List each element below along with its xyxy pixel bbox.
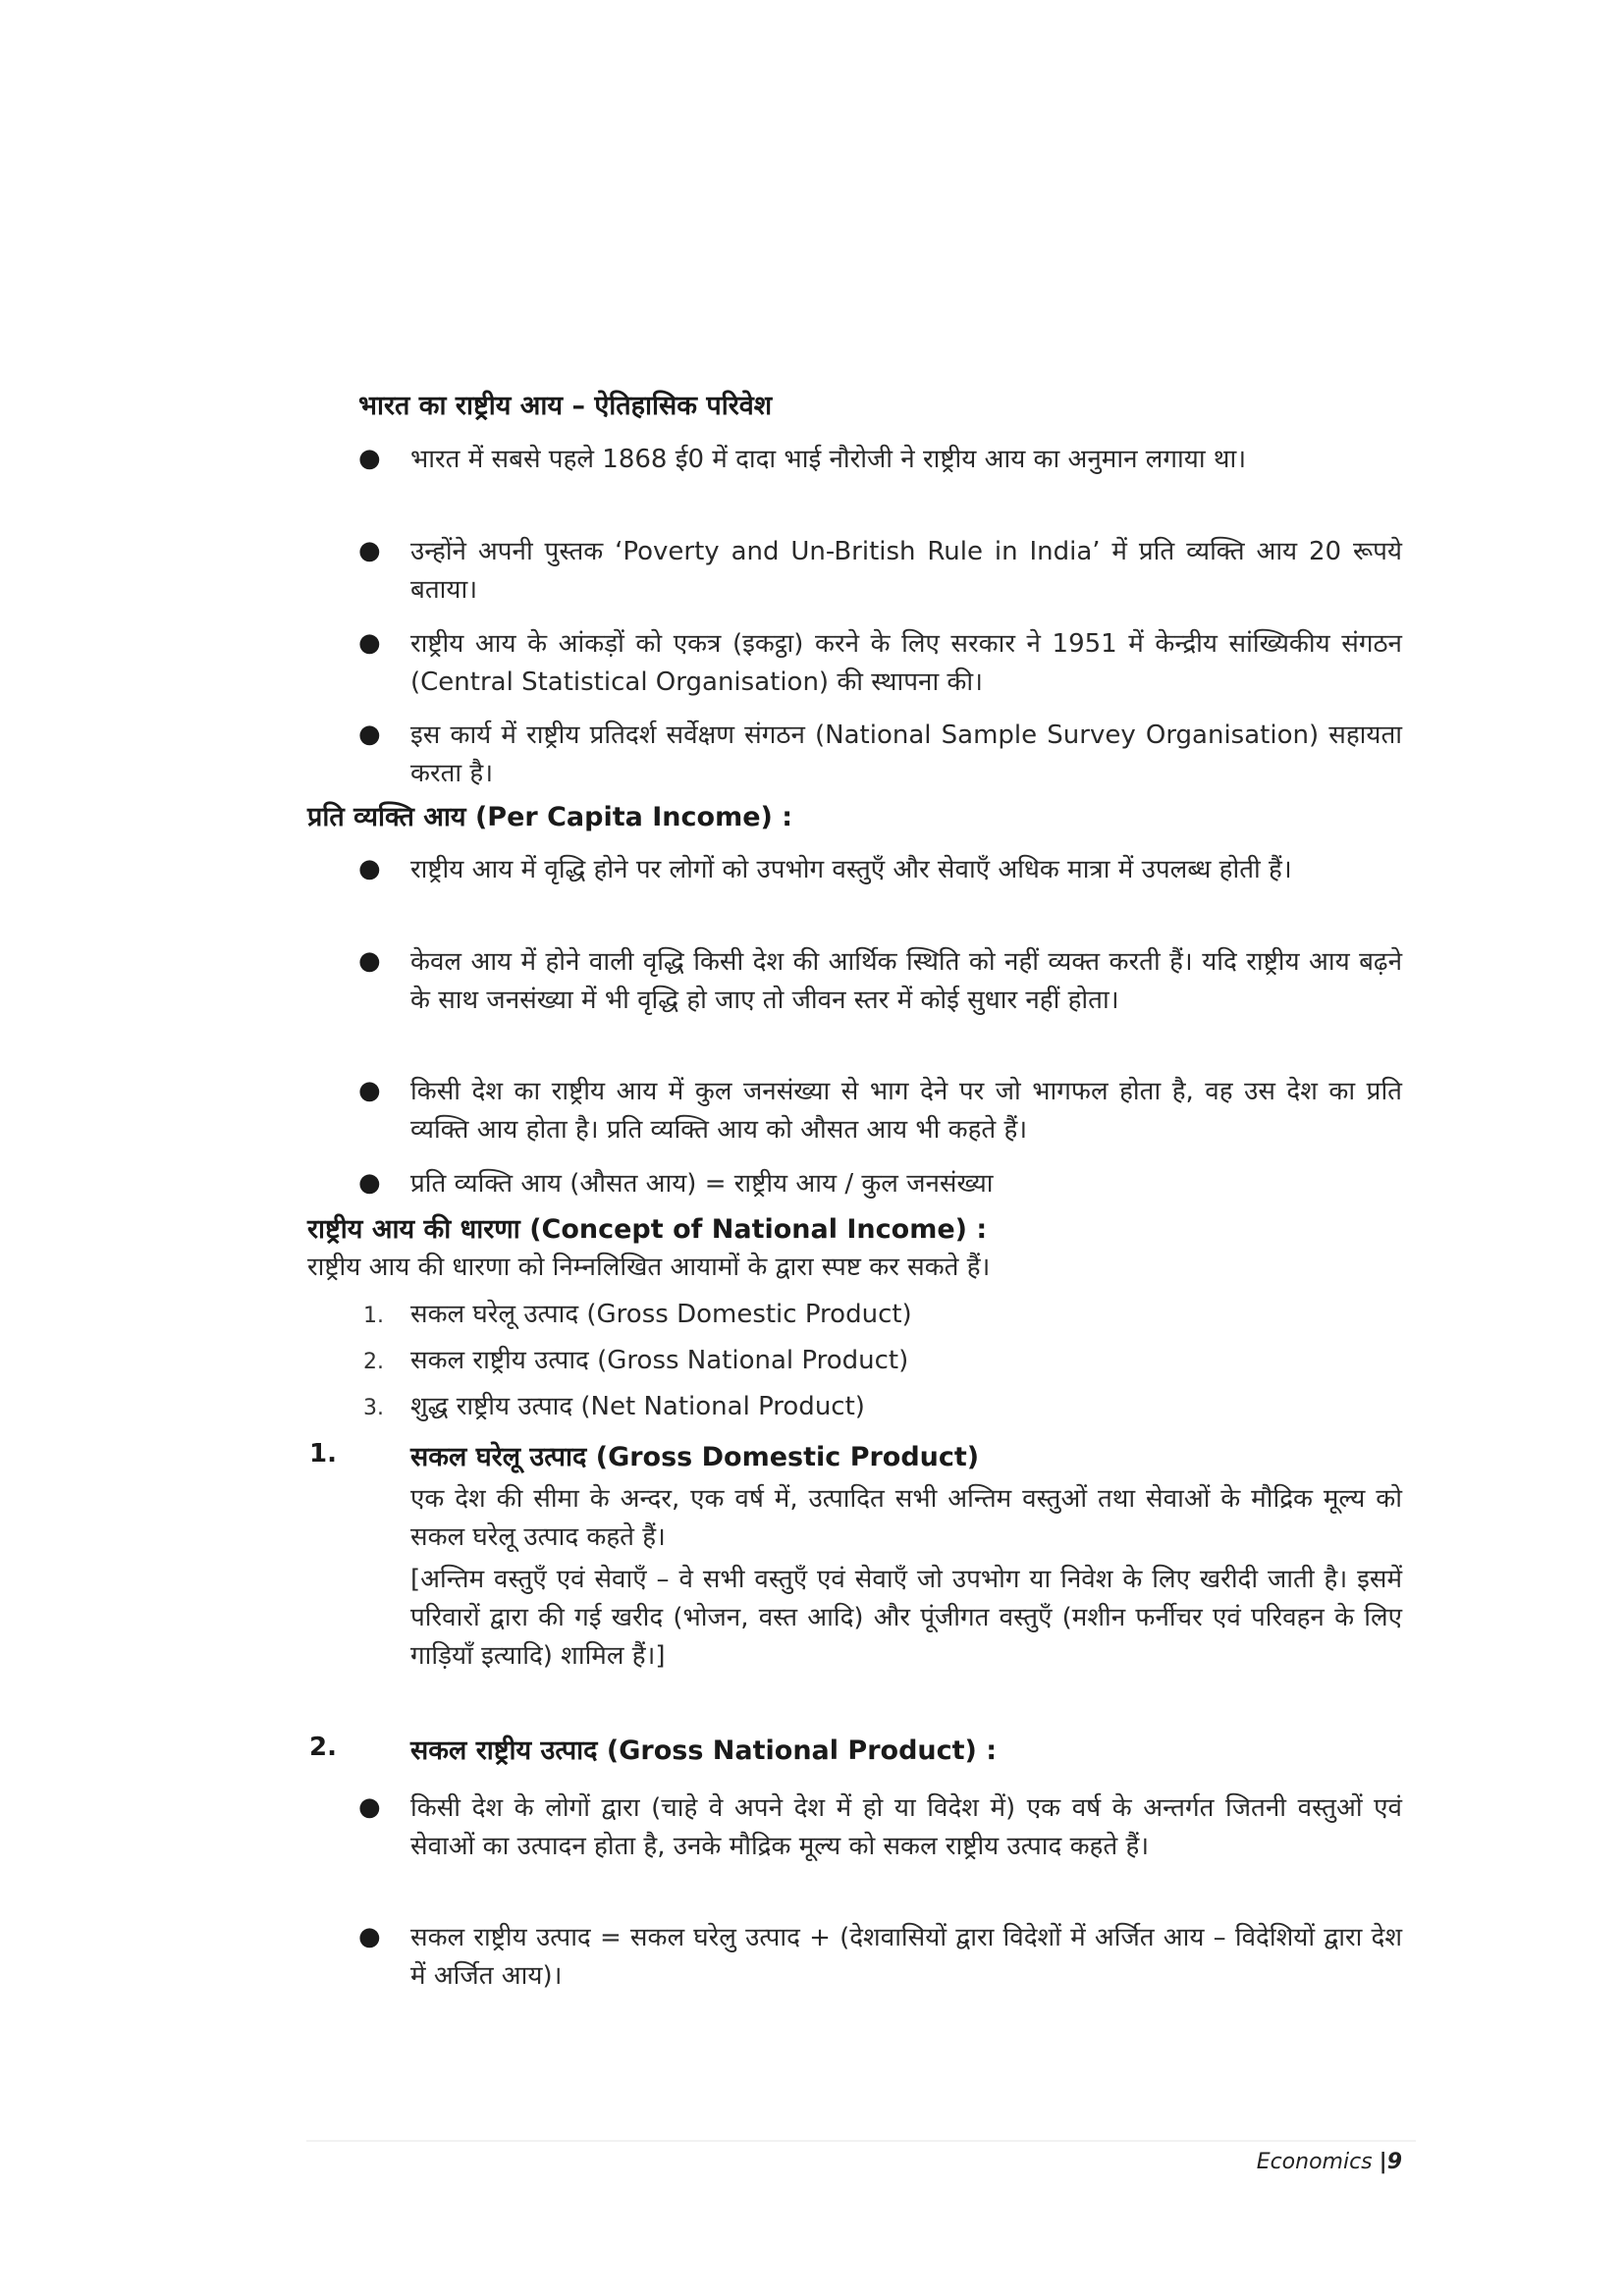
bullet-text: किसी देश के लोगों द्वारा (चाहे वे अपने देश में हो या विदेश में) एक वर्ष के अन्तर्गत जितनी वस्तुओं एवं सेवाओं का उत्पादन होता है, उनके मौद्रिक मूल्य को सकल राष्ट्रीय उत्पाद कहते हैं। xyxy=(410,1793,1402,1861)
bullet-icon: ● xyxy=(358,720,381,749)
bullet-icon: ● xyxy=(358,628,381,658)
section-heading-per-capita: प्रति व्यक्ति आय (Per Capita Income) : xyxy=(307,802,793,832)
list-number: 1. xyxy=(363,1304,384,1328)
bullet-text: भारत में सबसे पहले 1868 ई0 में दादा भाई नौरोजी ने राष्ट्रीय आय का अनुमान लगाया था। xyxy=(410,445,1247,474)
bullet-icon: ● xyxy=(358,1792,381,1822)
footer-subject: Economics xyxy=(1256,2150,1373,2174)
page-footer xyxy=(1257,2150,1402,2174)
section-heading-concept: राष्ट्रीय आय की धारणा (Concept of National Income) : xyxy=(307,1214,988,1245)
bullet-icon: ● xyxy=(358,1922,381,1951)
list-number: 2. xyxy=(363,1350,384,1374)
list-item: सकल घरेलू उत्पाद (Gross Domestic Product) xyxy=(410,1300,912,1329)
bullet-text: उन्होंने अपनी पुस्तक ‘Poverty and Un-British Rule in India’ में प्रति व्यक्ति आय 20 रूपये बताया। xyxy=(410,537,1402,605)
bullet-text: प्रति व्यक्ति आय (औसत आय) = राष्ट्रीय आय / कुल जनसंख्या xyxy=(410,1169,994,1199)
bullet-text: किसी देश का राष्ट्रीय आय में कुल जनसंख्या से भाग देने पर जो भागफल होता है, वह उस देश का प्रति व्यक्ति आय होता है। प्रति व्यक्ति आय को औसत आय भी कहते हैं। xyxy=(410,1077,1402,1145)
bullet-icon: ● xyxy=(358,854,381,883)
section-heading-gnp: सकल राष्ट्रीय उत्पाद (Gross National Product) : xyxy=(410,1735,998,1766)
section-number: 2. xyxy=(309,1733,337,1762)
bullet-text: इस कार्य में राष्ट्रीय प्रतिदर्श सर्वेक्षण संगठन (National Sample Survey Organisation) सहायता करता है। xyxy=(410,721,1402,788)
bullet-icon: ● xyxy=(358,946,381,976)
bullet-text: राष्ट्रीय आय में वृद्धि होने पर लोगों को उपभोग वस्तुएँ और सेवाएँ अधिक मात्रा में उपलब्ध होती हैं। xyxy=(410,855,1292,884)
footer-page-number: |9 xyxy=(1379,2150,1402,2174)
bullet-icon: ● xyxy=(358,1168,381,1198)
section-number: 1. xyxy=(309,1439,337,1468)
gdp-definition: एक देश की सीमा के अन्दर, एक वर्ष में, उत्पादित सभी अन्तिम वस्तुओं तथा सेवाओं के मौद्रिक मूल्य को सकल घरेलू उत्पाद कहते हैं। xyxy=(410,1484,1402,1552)
gdp-note: [अन्तिम वस्तुएँ एवं सेवाएँ – वे सभी वस्तुएँ एवं सेवाएँ जो उपभोग या निवेश के लिए खरीदी जाती है। इसमें परिवारों द्वारा की गई खरीद (भोजन, वस्त आदि) और पूंजीगत वस्तुएँ (मशीन फर्नीचर एवं परिवहन के लिए गाड़ियाँ इत्यादि) शामिल हैं।] xyxy=(410,1565,1402,1671)
bullet-text: राष्ट्रीय आय के आंकड़ों को एकत्र (इकट्ठा) करने के लिए सरकार ने 1951 में केन्द्रीय सांख्यिकीय संगठन (Central Statistical Organisation) की स्थापना की। xyxy=(410,629,1402,697)
list-item: सकल राष्ट्रीय उत्पाद (Gross National Product) xyxy=(410,1346,909,1375)
list-number: 3. xyxy=(363,1396,384,1420)
bullet-text: केवल आय में होने वाली वृद्धि किसी देश की आर्थिक स्थिति को नहीं व्यक्त करती हैं। यदि राष्ट्रीय आय बढ़ने के साथ जनसंख्या में भी वृद्धि हो जाए तो जीवन स्तर में कोई सुधार नहीं होता। xyxy=(410,947,1402,1015)
list-item: शुद्ध राष्ट्रीय उत्पाद (Net National Product) xyxy=(410,1392,865,1421)
section-heading-historical: भारत का राष्ट्रीय आय – ऐतिहासिक परिवेश xyxy=(358,391,773,421)
bullet-icon: ● xyxy=(358,1076,381,1105)
intro-paragraph: राष्ट्रीय आय की धारणा को निम्नलिखित आयामों के द्वारा स्पष्ट कर सकते हैं। xyxy=(307,1253,991,1282)
bullet-text: सकल राष्ट्रीय उत्पाद = सकल घरेलु उत्पाद + (देशवासियों द्वारा विदेशों में अर्जित आय – विदेशियों द्वारा देश में अर्जित आय)। xyxy=(410,1923,1402,1991)
section-heading-gdp: सकल घरेलू उत्पाद (Gross Domestic Product) xyxy=(410,1442,980,1472)
footer-divider xyxy=(306,2140,1416,2142)
bullet-icon: ● xyxy=(358,536,381,565)
bullet-icon: ● xyxy=(358,444,381,473)
